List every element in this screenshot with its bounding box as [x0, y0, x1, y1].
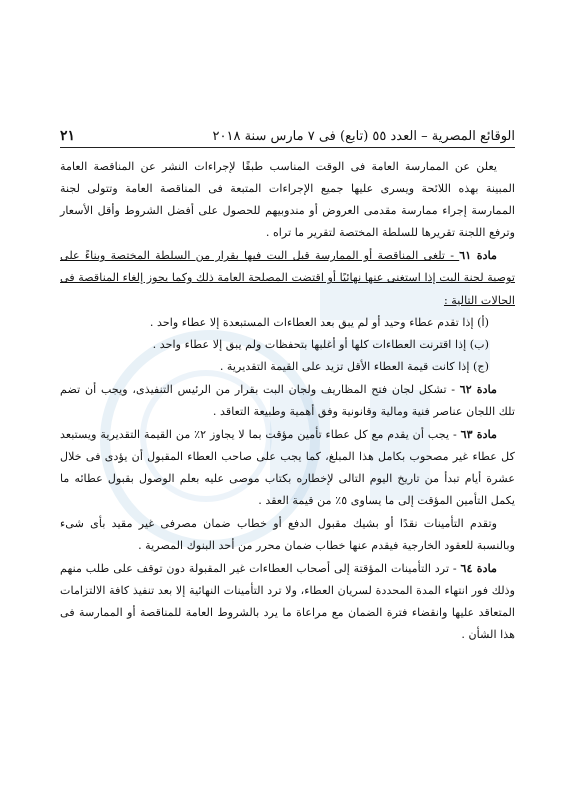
- article-63: [60, 423, 515, 512]
- article-61-text: - تلغى المناقصة أو الممارسة قبل البت فيها بقرار من السلطة المختصة وبناءً على توصية لجنة البت إذا استغنى عنها نهائيًا أو اقتضت المصلحة العامة ذلك وكما يجوز إلغاء المناقصة فى الحالات التالية :: [60, 249, 515, 307]
- article-61: [60, 244, 515, 311]
- page-number: ٢١: [60, 128, 76, 144]
- paragraph-guarantees: وتقدم التأمينات نقدًا أو بشيك مقبول الدفع أو خطاب ضمان مصرفى غير مقيد بأى شىء وبالنسبة للعقود الخارجية فيقدم عنها خطاب ضمان محرر من أحد البنوك المصرية .: [60, 516, 515, 552]
- list-item-c: (ج) إذا كانت قيمة العطاء الأقل تزيد على القيمة التقديرية .: [219, 359, 489, 373]
- article-62-text: - تشكل لجان فتح المظاريف ولجان البت بقرار من الرئيس التنفيذى، ويجب أن تضم تلك اللجان عناصر فنية ومالية وقانونية وفق أهمية وطبيعة التعاقد .: [60, 382, 515, 419]
- page-body: [60, 156, 515, 646]
- article-64-text: - ترد التأمينات المؤقتة إلى أصحاب العطاءات غير المقبولة دون توقف على طلب منهم وذلك فور انتهاء المدة المحددة لسريان العطاء، ولا ترد التأمينات النهائية إلا بعد تنفيذ كافة الالتزامات المتعاقد عليها وانقضاء فترة الضمان مع مراعاة ما يرد بالشروط العامة للمناقصة أو الممارسة فى هذا الشأن .: [60, 561, 515, 641]
- article-64: [60, 557, 515, 646]
- article-64-label: مادة ٦٤: [460, 560, 497, 575]
- article-62-label: مادة ٦٢: [459, 381, 497, 396]
- article-61-label: مادة ٦١: [459, 248, 498, 263]
- article-62: [60, 378, 515, 423]
- list-item-a: (أ) إذا تقدم عطاء وحيد أو لم يبق بعد العطاءات المستبعدة إلا عطاء واحد .: [149, 315, 489, 329]
- page-header: [60, 128, 515, 148]
- article-63-label: مادة ٦٣: [460, 427, 497, 442]
- list-item-b: (ب) إذا اقترنت العطاءات كلها أو أغلبها بتحفظات ولم يبق إلا عطاء واحد .: [152, 337, 489, 351]
- gazette-page: [60, 128, 515, 646]
- paragraph-practice-announcement: يعلن عن الممارسة العامة فى الوقت المناسب طبقًا لإجراءات النشر عن المناقصة العامة المبينة بهذه اللائحة ويسرى عليها جميع الإجراءات المتبعة فى المناقصة العامة وتتولى لجنة الممارسة إجراء ممارسة مقدمى العروض أو مندوبيهم للحصول على أفضل الشروط وأقل الأسعار وترفع اللجنة تقريرها للسلطة المختصة لتقرير ما تراه .: [60, 160, 515, 240]
- header-title: الوقائع المصرية – العدد ٥٥ (تابع) فى ٧ مارس سنة ٢٠١٨: [212, 129, 515, 144]
- article-63-text: - يجب أن يقدم مع كل عطاء تأمين مؤقت بما لا يجاوز ٢٪ من القيمة التقديرية ويستبعد كل عطاء غير مصحوب بكامل هذا المبلغ، كما يجب على صاحب العطاء المقبول أن يؤدى فى خلال عشرة أيام تبدأ من تاريخ اليوم التالى لإخطاره بكتاب موصى عليه بعلم الوصول بقبول عطائه ما يكمل التأمين المؤقت إلى ما يساوى ٥٪ من قيمة العقد .: [60, 428, 515, 508]
